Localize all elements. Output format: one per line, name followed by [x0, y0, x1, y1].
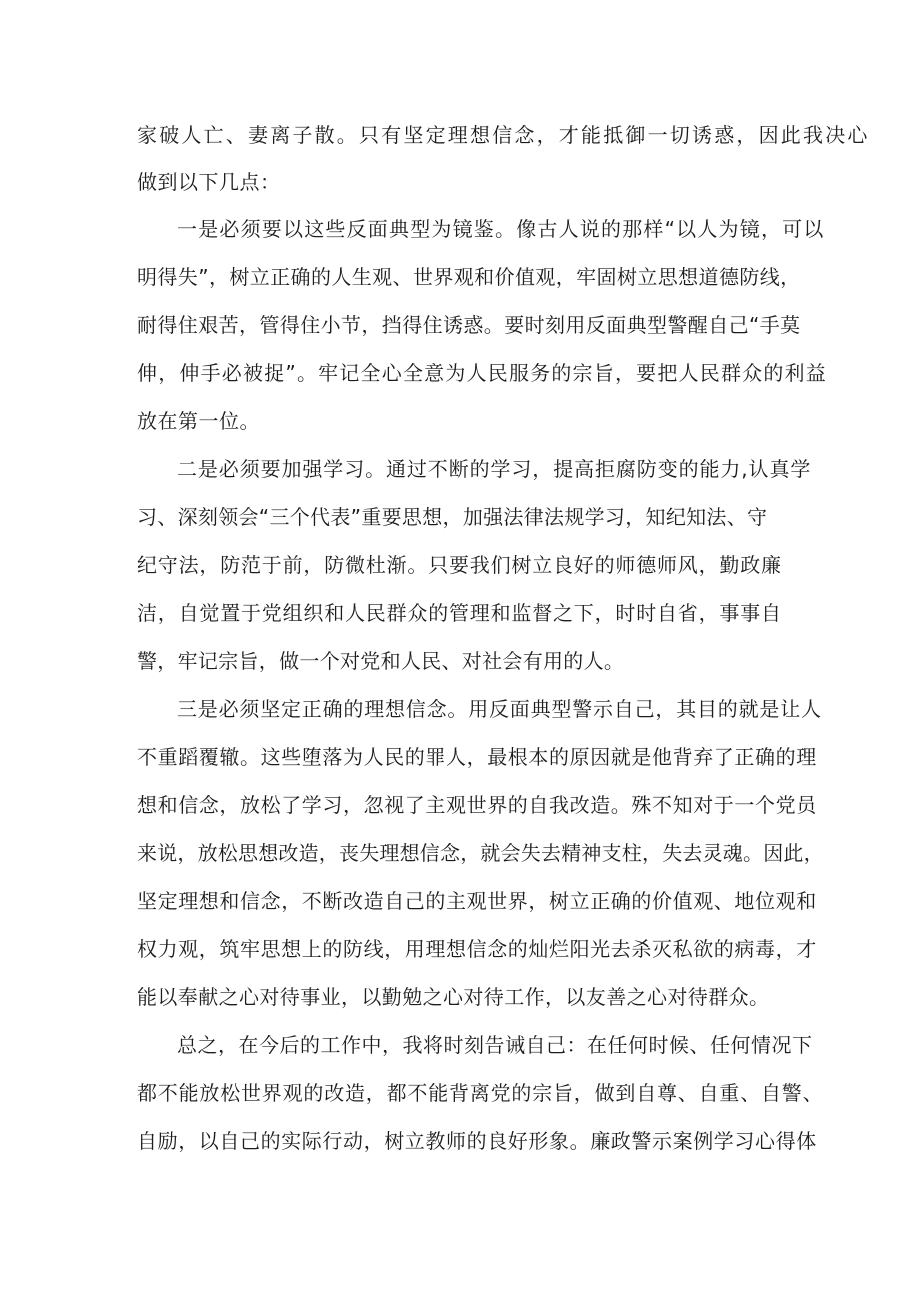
paragraph-2-line-4: 洁，自觉置于党组织和人民群众的管理和监督之下，时时自省，事事自 [137, 601, 782, 625]
paragraph-1-line-4: 伸，伸手必被捉”。牢记全心全意为人民服务的宗旨，要把人民群众的利益 [137, 361, 827, 385]
paragraph-3-line-2: 不重蹈覆辙。这些堕落为人民的罪人，最根本的原因就是他背弃了正确的理 [137, 745, 817, 769]
paragraph-2-line-3: 纪守法，防范于前，防微杜渐。只要我们树立良好的师德师风，勤政廉 [137, 553, 782, 577]
paragraph-3-line-6: 权力观，筑牢思想上的防线，用理想信念的灿烂阳光去杀灭私欲的病毒，才 [137, 937, 817, 961]
paragraph-3-line-5: 坚定理想和信念，不断改造自己的主观世界，树立正确的价值观、地位观和 [137, 889, 817, 913]
paragraph-2-line-5: 警，牢记宗旨，做一个对党和人民、对社会有用的人。 [137, 649, 625, 673]
paragraph-2-line-2: 习、深刻领会“三个代表”重要思想，加强法律法规学习，知纪知法、守 [137, 505, 768, 529]
paragraph-1-line-3: 耐得住艰苦，管得住小节，挡得住诱惑。要时刻用反面典型警醒自己“手莫 [137, 313, 801, 337]
paragraph-1-line-1: 一是必须要以这些反面典型为镜鉴。像古人说的那样“以人为镜，可以 [177, 217, 825, 241]
paragraph-1-line-2: 明得失”，树立正确的人生观、世界观和价值观，牢固树立思想道德防线， [137, 265, 801, 289]
paragraph-4-line-2: 都不能放松世界观的改造，都不能背离党的宗旨，做到自尊、自重、自警、 [137, 1081, 824, 1105]
paragraph-3-line-1: 三是必须坚定正确的理想信念。用反面典型警示自己，其目的就是让人 [177, 697, 822, 721]
paragraph-1-line-5: 放在第一位。 [137, 409, 260, 433]
paragraph-3-line-7: 能以奉献之心对待事业，以勤勉之心对待工作，以友善之心对待群众。 [137, 985, 770, 1009]
text-line-2: 做到以下几点： [137, 170, 281, 194]
paragraph-3-line-4: 来说，放松思想改造，丧失理想信念，就会失去精神支柱，失去灵魂。因此， [137, 841, 824, 865]
paragraph-4-line-3: 自励，以自己的实际行动，树立教师的良好形象。廉政警示案例学习心得体 [137, 1129, 817, 1153]
text-line-1: 家破人亡、妻离子散。只有坚定理想信念，才能抵御一切诱惑，因此我决心 [137, 123, 870, 147]
paragraph-4-line-1: 总之，在今后的工作中，我将时刻告诫自己：在任何时候、任何情况下 [177, 1033, 813, 1057]
paragraph-3-line-3: 想和信念，放松了学习，忽视了主观世界的自我改造。殊不知对于一个党员 [137, 793, 817, 817]
paragraph-2-line-1: 二是必须要加强学习。通过不断的学习，提高拒腐防变的能力,认真学 [177, 457, 812, 481]
